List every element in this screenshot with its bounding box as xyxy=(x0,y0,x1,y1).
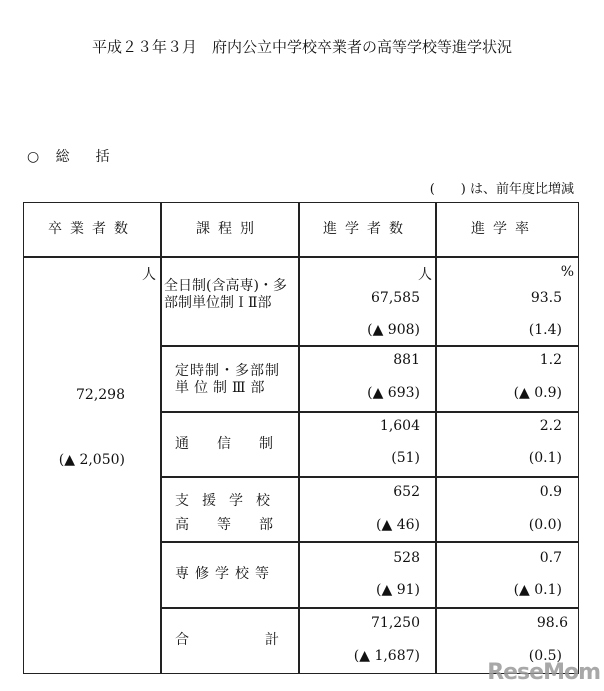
header-rate: 進学率 xyxy=(471,221,537,237)
course-support-school xyxy=(175,485,301,534)
course-line: 支援学校 xyxy=(175,493,283,509)
document-title: 平成２３年３月 府内公立中学校卒業者の高等学校等進学状況 xyxy=(91,38,512,56)
course-fulltime xyxy=(164,278,287,312)
header-course: 課程別 xyxy=(196,221,262,237)
students-change: (▲ 1,687) xyxy=(353,648,420,664)
course-parttime xyxy=(175,363,280,397)
rate-value: 0.7 xyxy=(539,550,562,566)
course-line: 定時制・多部制 xyxy=(175,363,280,379)
course-total: 合計 xyxy=(175,632,355,648)
students-value: 652 xyxy=(393,484,420,500)
course-line: 単位制Ⅲ部 xyxy=(175,380,270,396)
rate-change: (▲ 0.9) xyxy=(513,385,562,401)
header-divider xyxy=(23,256,579,258)
column-divider xyxy=(160,202,162,674)
students-change: (▲ 46) xyxy=(376,517,420,533)
students-value: 67,585 xyxy=(371,290,420,306)
students-unit: 人 xyxy=(418,267,432,283)
table-note: ( ) は、前年度比増減 xyxy=(429,182,574,197)
rate-value: 1.2 xyxy=(539,352,562,368)
graduates-unit: 人 xyxy=(142,267,156,283)
row-divider xyxy=(160,476,579,478)
students-value: 528 xyxy=(393,550,420,566)
row-divider xyxy=(160,607,579,609)
course-vocational: 専修学校等 xyxy=(175,566,275,582)
course-line: 部制単位制ＩⅡ部 xyxy=(164,295,272,311)
graduates-change: (▲ 2,050) xyxy=(58,452,125,468)
row-divider xyxy=(160,541,579,543)
students-value: 71,250 xyxy=(371,615,420,631)
students-change: (▲ 91) xyxy=(376,582,420,598)
course-line: 全日制(含高専)・多 xyxy=(164,278,287,294)
section-heading: ○ 総 括 xyxy=(27,149,116,165)
rate-change: (0.1) xyxy=(528,450,562,466)
rate-value: 93.5 xyxy=(530,290,562,306)
rate-value: 2.2 xyxy=(539,418,562,434)
rate-value: 98.6 xyxy=(536,615,568,631)
row-divider xyxy=(160,345,579,347)
students-value: 1,604 xyxy=(379,418,420,434)
rate-value: 0.9 xyxy=(539,484,562,500)
rate-unit: % xyxy=(560,264,574,280)
rate-change: (▲ 0.1) xyxy=(513,582,562,598)
students-value: 881 xyxy=(393,352,420,368)
graduates-value: 72,298 xyxy=(76,387,125,403)
header-graduates: 卒業者数 xyxy=(48,221,136,237)
row-divider xyxy=(160,411,579,413)
students-change: (▲ 693) xyxy=(367,385,420,401)
students-change: (▲ 908) xyxy=(367,322,420,338)
course-correspondence: 通信制 xyxy=(175,436,301,452)
rate-change: (0.0) xyxy=(528,517,562,533)
header-students: 進学者数 xyxy=(323,221,411,237)
rate-change: (1.4) xyxy=(528,322,562,338)
course-line: 高等部 xyxy=(175,517,301,533)
students-change: (51) xyxy=(391,450,420,466)
watermark-logo: ReseMom xyxy=(487,660,600,685)
rate-change: (0.5) xyxy=(528,648,562,664)
